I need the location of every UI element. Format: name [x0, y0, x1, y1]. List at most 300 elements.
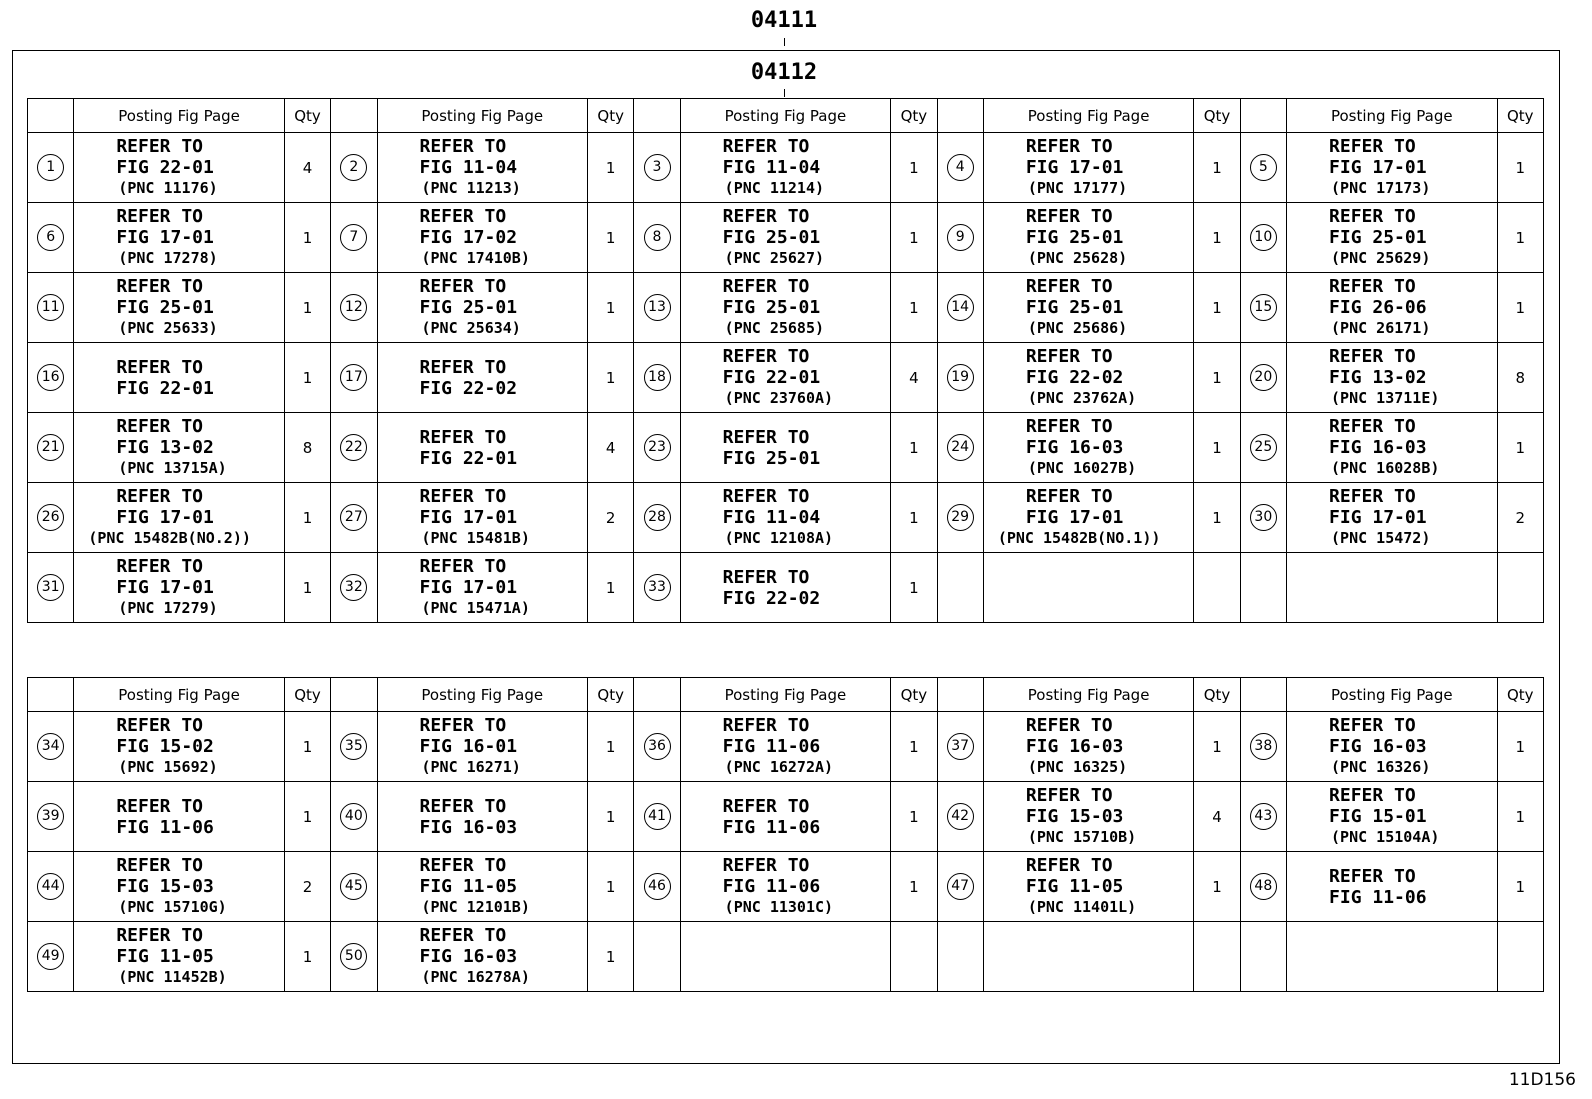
posting-cell [983, 922, 1194, 992]
qty-value: 1 [302, 737, 313, 756]
pnc-number: (PNC 15471A) [421, 599, 530, 617]
posting-cell [1287, 852, 1498, 922]
refer-to-label: REFER TO [116, 486, 204, 507]
circled-ref-number: 30 [1250, 504, 1277, 531]
qty-cell [891, 553, 937, 623]
ref-number-cell [331, 922, 377, 992]
posting-cell [377, 922, 588, 992]
refer-to-label: REFER TO [722, 206, 810, 227]
fig-reference: FIG 17-01 [116, 227, 214, 248]
circled-ref-number: 43 [1250, 803, 1277, 830]
posting-cell [983, 133, 1194, 203]
fig-reference: FIG 15-03 [1025, 806, 1124, 827]
pnc-number: (PNC 25633) [118, 319, 218, 337]
circled-ref-number: 18 [644, 364, 671, 391]
refer-to-block [116, 357, 284, 399]
fig-reference: FIG 13-02 [116, 437, 214, 458]
illustration-code: 11D156 [1508, 1070, 1576, 1090]
pnc-number: (PNC 15104A) [1331, 828, 1440, 846]
qty-cell [1194, 782, 1240, 852]
header-ref-number [28, 99, 74, 133]
refer-to-block [116, 416, 284, 479]
ref-number-cell [28, 782, 74, 852]
header-qty: Qty [891, 99, 937, 133]
qty-cell [1497, 553, 1543, 623]
pnc-number: (PNC 15482B(NO.1)) [997, 529, 1161, 547]
posting-cell [1287, 273, 1498, 343]
circled-ref-number: 25 [1250, 434, 1277, 461]
qty-value: 1 [909, 737, 919, 756]
posting-cell [680, 852, 891, 922]
ref-number-cell [331, 712, 377, 782]
assembly-code-top: 04111 [750, 8, 818, 33]
posting-cell [680, 273, 891, 343]
circled-ref-number: 4 [947, 154, 974, 181]
fig-reference: FIG 17-02 [419, 227, 518, 248]
circled-ref-number: 20 [1250, 364, 1277, 391]
circled-ref-number: 37 [947, 733, 974, 760]
ref-number-cell [1240, 553, 1286, 623]
refer-to-label: REFER TO [116, 136, 204, 157]
circled-ref-number: 47 [947, 873, 974, 900]
refer-to-label: REFER TO [722, 136, 810, 157]
posting-cell [680, 483, 891, 553]
circled-ref-number: 41 [644, 803, 671, 830]
fig-reference: FIG 25-01 [1025, 297, 1124, 318]
fig-reference: FIG 11-04 [419, 157, 518, 178]
pnc-number: (PNC 17278) [118, 249, 218, 267]
circled-ref-number: 1 [37, 154, 64, 181]
circled-ref-number: 7 [340, 224, 367, 251]
pnc-number: (PNC 15472) [1331, 529, 1431, 547]
circled-ref-number: 24 [947, 434, 974, 461]
posting-cell [680, 922, 891, 992]
posting-cell [74, 922, 285, 992]
fig-reference: FIG 25-01 [722, 227, 821, 248]
circled-ref-number: 10 [1250, 224, 1277, 251]
fig-reference: FIG 11-06 [722, 816, 821, 838]
header-ref-number [634, 99, 680, 133]
refer-to-label: REFER TO [116, 925, 204, 946]
qty-cell [1497, 483, 1543, 553]
header-qty: Qty [1194, 99, 1240, 133]
fig-reference: FIG 11-06 [116, 816, 214, 838]
fig-reference: FIG 26-06 [1329, 297, 1427, 318]
pnc-number: (PNC 25629) [1331, 249, 1431, 267]
ref-number-cell [28, 852, 74, 922]
header-ref-number [331, 99, 377, 133]
circled-ref-number: 44 [37, 873, 64, 900]
pnc-number: (PNC 15710B) [1027, 828, 1137, 846]
refer-to-block [1329, 346, 1497, 409]
posting-cell [1287, 413, 1498, 483]
header-posting-fig-page: Posting Fig Page [377, 99, 588, 133]
circled-ref-number: 45 [340, 873, 367, 900]
circled-ref-number: 13 [644, 294, 671, 321]
ref-number-cell [331, 483, 377, 553]
qty-value: 1 [1515, 298, 1526, 317]
header-qty: Qty [284, 99, 330, 133]
qty-cell [891, 483, 937, 553]
refer-to-block [1329, 785, 1497, 848]
ref-number-cell [634, 922, 680, 992]
qty-value: 8 [302, 438, 313, 457]
header-posting-fig-page: Posting Fig Page [983, 678, 1194, 712]
fig-reference: FIG 22-01 [722, 367, 821, 388]
leader-line-sub [784, 89, 785, 97]
refer-to-label: REFER TO [116, 795, 204, 817]
posting-cell [74, 852, 285, 922]
header-qty: Qty [1497, 99, 1543, 133]
fig-reference: FIG 16-03 [1025, 736, 1124, 757]
ref-number-cell [1240, 782, 1286, 852]
posting-cell [377, 343, 588, 413]
qty-cell [1497, 782, 1543, 852]
circled-ref-number: 21 [37, 434, 64, 461]
qty-value: 1 [909, 807, 919, 826]
circled-ref-number: 9 [947, 224, 974, 251]
qty-cell [1194, 483, 1240, 553]
ref-number-cell [634, 413, 680, 483]
refer-to-block [1329, 486, 1497, 549]
ref-number-cell [1240, 203, 1286, 273]
qty-cell [588, 712, 634, 782]
refer-to-label: REFER TO [1329, 206, 1416, 227]
ref-number-cell [28, 553, 74, 623]
refer-to-label: REFER TO [1025, 276, 1113, 297]
qty-cell [1497, 273, 1543, 343]
qty-cell [284, 343, 330, 413]
header-posting-fig-page: Posting Fig Page [74, 99, 285, 133]
posting-cell [377, 203, 588, 273]
pnc-number: (PNC 15482B(NO.2)) [88, 529, 251, 547]
qty-cell [1497, 922, 1543, 992]
fig-reference: FIG 22-02 [1025, 367, 1124, 388]
posting-cell [74, 343, 285, 413]
refer-to-label: REFER TO [722, 715, 810, 736]
refer-to-block [1026, 785, 1194, 848]
refer-to-block [1026, 206, 1194, 269]
qty-cell [588, 343, 634, 413]
posting-cell [680, 343, 891, 413]
refer-to-label: REFER TO [1025, 416, 1113, 437]
pnc-number: (PNC 17173) [1331, 179, 1431, 197]
qty-value: 1 [909, 578, 919, 597]
fig-reference: FIG 17-01 [1329, 157, 1427, 178]
header-qty: Qty [891, 678, 937, 712]
fig-reference: FIG 11-06 [722, 736, 821, 757]
circled-ref-number: 34 [37, 733, 64, 760]
qty-value: 4 [1212, 807, 1222, 826]
posting-cell [1287, 712, 1498, 782]
qty-value: 1 [605, 228, 616, 247]
qty-value: 1 [1515, 228, 1526, 247]
refer-to-block [420, 276, 588, 339]
fig-reference: FIG 11-06 [1329, 886, 1427, 908]
pnc-number: (PNC 12101B) [421, 898, 530, 916]
qty-value: 2 [1515, 508, 1526, 527]
fig-reference: FIG 16-03 [1329, 437, 1427, 458]
qty-value: 1 [605, 877, 616, 896]
ref-number-cell [1240, 852, 1286, 922]
refer-to-label: REFER TO [1329, 785, 1416, 806]
refer-to-label: REFER TO [1025, 855, 1113, 876]
fig-reference: FIG 16-03 [1329, 736, 1427, 757]
qty-cell [891, 712, 937, 782]
circled-ref-number: 32 [340, 574, 367, 601]
refer-to-block [88, 486, 284, 549]
posting-cell [377, 483, 588, 553]
refer-to-label: REFER TO [116, 206, 204, 227]
fig-reference: FIG 22-02 [722, 587, 821, 609]
fig-reference: FIG 22-01 [419, 447, 518, 469]
table-row [28, 133, 1544, 203]
refer-to-label: REFER TO [1025, 785, 1113, 806]
ref-number-cell [1240, 133, 1286, 203]
ref-number-cell [331, 782, 377, 852]
qty-cell [1194, 343, 1240, 413]
qty-cell [284, 133, 330, 203]
pnc-number: (PNC 25634) [421, 319, 521, 337]
qty-cell [284, 203, 330, 273]
ref-number-cell [634, 133, 680, 203]
refer-to-label: REFER TO [1329, 416, 1416, 437]
circled-ref-number: 23 [644, 434, 671, 461]
header-posting-fig-page: Posting Fig Page [74, 678, 285, 712]
qty-value: 2 [302, 877, 313, 896]
fig-reference: FIG 17-01 [1025, 507, 1124, 528]
refer-to-block [723, 206, 891, 269]
circled-ref-number: 33 [644, 574, 671, 601]
refer-to-block [723, 136, 891, 199]
qty-cell [588, 922, 634, 992]
assembly-code-sub: 04112 [750, 60, 818, 85]
qty-cell [891, 413, 937, 483]
refer-to-label: REFER TO [1329, 486, 1416, 507]
pnc-number: (PNC 11452B) [118, 968, 227, 986]
refer-to-block [723, 715, 891, 778]
qty-value: 1 [302, 578, 313, 597]
fig-reference: FIG 16-03 [419, 946, 518, 967]
posting-cell [983, 483, 1194, 553]
refer-to-label: REFER TO [116, 276, 204, 297]
ref-number-cell [937, 343, 983, 413]
header-ref-number [634, 678, 680, 712]
pnc-number: (PNC 16271) [421, 758, 521, 776]
refer-to-label: REFER TO [1329, 715, 1416, 736]
refer-to-block [723, 276, 891, 339]
qty-value: 1 [909, 228, 919, 247]
pnc-number: (PNC 16278A) [421, 968, 530, 986]
posting-cell [74, 273, 285, 343]
qty-cell [284, 922, 330, 992]
refer-to-label: REFER TO [722, 426, 810, 448]
refer-to-label: REFER TO [116, 416, 204, 437]
pnc-number: (PNC 13715A) [118, 459, 227, 477]
header-posting-fig-page: Posting Fig Page [1287, 678, 1498, 712]
pnc-number: (PNC 15481B) [421, 529, 530, 547]
refer-to-block [1329, 866, 1497, 908]
refer-to-block [723, 427, 891, 469]
parts-table-2 [27, 677, 1544, 992]
qty-value: 1 [909, 158, 919, 177]
header-qty: Qty [1497, 678, 1543, 712]
ref-number-cell [1240, 273, 1286, 343]
qty-value: 1 [1212, 298, 1222, 317]
ref-number-cell [331, 203, 377, 273]
ref-number-cell [937, 712, 983, 782]
refer-to-label: REFER TO [722, 795, 810, 817]
posting-cell [983, 273, 1194, 343]
refer-to-block [1329, 416, 1497, 479]
header-qty: Qty [588, 678, 634, 712]
ref-number-cell [937, 203, 983, 273]
qty-cell [284, 852, 330, 922]
refer-to-label: REFER TO [419, 556, 507, 577]
ref-number-cell [331, 852, 377, 922]
ref-number-cell [937, 133, 983, 203]
ref-number-cell [1240, 712, 1286, 782]
refer-to-block [116, 715, 284, 778]
refer-to-block [420, 427, 588, 469]
refer-to-label: REFER TO [419, 276, 507, 297]
header-qty: Qty [284, 678, 330, 712]
pnc-number: (PNC 25685) [724, 319, 825, 337]
pnc-number: (PNC 11401L) [1027, 898, 1137, 916]
qty-cell [1194, 852, 1240, 922]
qty-cell [284, 413, 330, 483]
qty-cell [891, 203, 937, 273]
ref-number-cell [28, 483, 74, 553]
refer-to-block [723, 855, 891, 918]
qty-cell [588, 413, 634, 483]
posting-cell [74, 133, 285, 203]
fig-reference: FIG 16-03 [419, 816, 518, 838]
circled-ref-number: 40 [340, 803, 367, 830]
qty-cell [891, 273, 937, 343]
ref-number-cell [634, 483, 680, 553]
posting-cell [377, 273, 588, 343]
qty-value: 1 [605, 737, 616, 756]
posting-cell [983, 712, 1194, 782]
ref-number-cell [331, 413, 377, 483]
refer-to-label: REFER TO [1329, 865, 1416, 887]
ref-number-cell [28, 922, 74, 992]
circled-ref-number: 28 [644, 504, 671, 531]
fig-reference: FIG 25-01 [1025, 227, 1124, 248]
ref-number-cell [331, 343, 377, 413]
posting-cell [983, 553, 1194, 623]
header-posting-fig-page: Posting Fig Page [680, 99, 891, 133]
circled-ref-number: 5 [1250, 154, 1277, 181]
refer-to-block [420, 715, 588, 778]
qty-cell [1497, 203, 1543, 273]
pnc-number: (PNC 11213) [421, 179, 521, 197]
ref-number-cell [1240, 343, 1286, 413]
refer-to-label: REFER TO [722, 566, 810, 588]
circled-ref-number: 8 [644, 224, 671, 251]
table-row [28, 273, 1544, 343]
circled-ref-number: 48 [1250, 873, 1277, 900]
qty-value: 1 [1515, 737, 1526, 756]
posting-cell [377, 712, 588, 782]
refer-to-block [116, 925, 284, 988]
refer-to-block [723, 796, 891, 838]
fig-reference: FIG 25-01 [722, 447, 821, 469]
refer-to-label: REFER TO [722, 855, 810, 876]
fig-reference: FIG 17-01 [116, 507, 214, 528]
fig-reference: FIG 17-01 [1329, 507, 1427, 528]
fig-reference: FIG 11-05 [419, 876, 518, 897]
pnc-number: (PNC 25628) [1027, 249, 1128, 267]
circled-ref-number: 12 [340, 294, 367, 321]
refer-to-block [116, 796, 284, 838]
refer-to-label: REFER TO [419, 356, 507, 378]
refer-to-block [420, 556, 588, 619]
ref-number-cell [28, 133, 74, 203]
refer-to-label: REFER TO [1025, 206, 1113, 227]
circled-ref-number: 2 [340, 154, 367, 181]
refer-to-block [420, 136, 588, 199]
qty-value: 1 [1212, 737, 1222, 756]
circled-ref-number: 39 [37, 803, 64, 830]
fig-reference: FIG 22-01 [116, 157, 214, 178]
header-posting-fig-page: Posting Fig Page [377, 678, 588, 712]
refer-to-label: REFER TO [1025, 136, 1113, 157]
fig-reference: FIG 25-01 [722, 297, 821, 318]
refer-to-block [420, 925, 588, 988]
refer-to-label: REFER TO [1329, 136, 1416, 157]
qty-cell [588, 203, 634, 273]
refer-to-label: REFER TO [419, 795, 507, 817]
qty-cell [1194, 712, 1240, 782]
qty-value: 1 [1515, 877, 1526, 896]
circled-ref-number: 19 [947, 364, 974, 391]
refer-to-block [723, 486, 891, 549]
refer-to-label: REFER TO [419, 136, 507, 157]
refer-to-label: REFER TO [116, 356, 204, 378]
qty-value: 1 [302, 298, 313, 317]
posting-cell [1287, 553, 1498, 623]
posting-cell [680, 203, 891, 273]
ref-number-cell [634, 712, 680, 782]
ref-number-cell [634, 203, 680, 273]
refer-to-label: REFER TO [116, 715, 204, 736]
qty-cell [284, 782, 330, 852]
refer-to-block [1329, 276, 1497, 339]
circled-ref-number: 6 [37, 224, 64, 251]
qty-cell [1497, 343, 1543, 413]
refer-to-label: REFER TO [722, 346, 810, 367]
pnc-number: (PNC 17279) [118, 599, 218, 617]
refer-to-block [1026, 346, 1194, 409]
qty-value: 1 [605, 368, 616, 387]
qty-value: 4 [605, 438, 616, 457]
header-posting-fig-page: Posting Fig Page [680, 678, 891, 712]
table-row [28, 922, 1544, 992]
refer-to-block [420, 855, 588, 918]
pnc-number: (PNC 16326) [1331, 758, 1431, 776]
posting-cell [1287, 922, 1498, 992]
posting-cell [74, 203, 285, 273]
posting-cell [377, 553, 588, 623]
qty-cell [284, 273, 330, 343]
circled-ref-number: 29 [947, 504, 974, 531]
qty-cell [1194, 553, 1240, 623]
refer-to-label: REFER TO [419, 855, 507, 876]
ref-number-cell [28, 712, 74, 782]
pnc-number: (PNC 11176) [118, 179, 218, 197]
